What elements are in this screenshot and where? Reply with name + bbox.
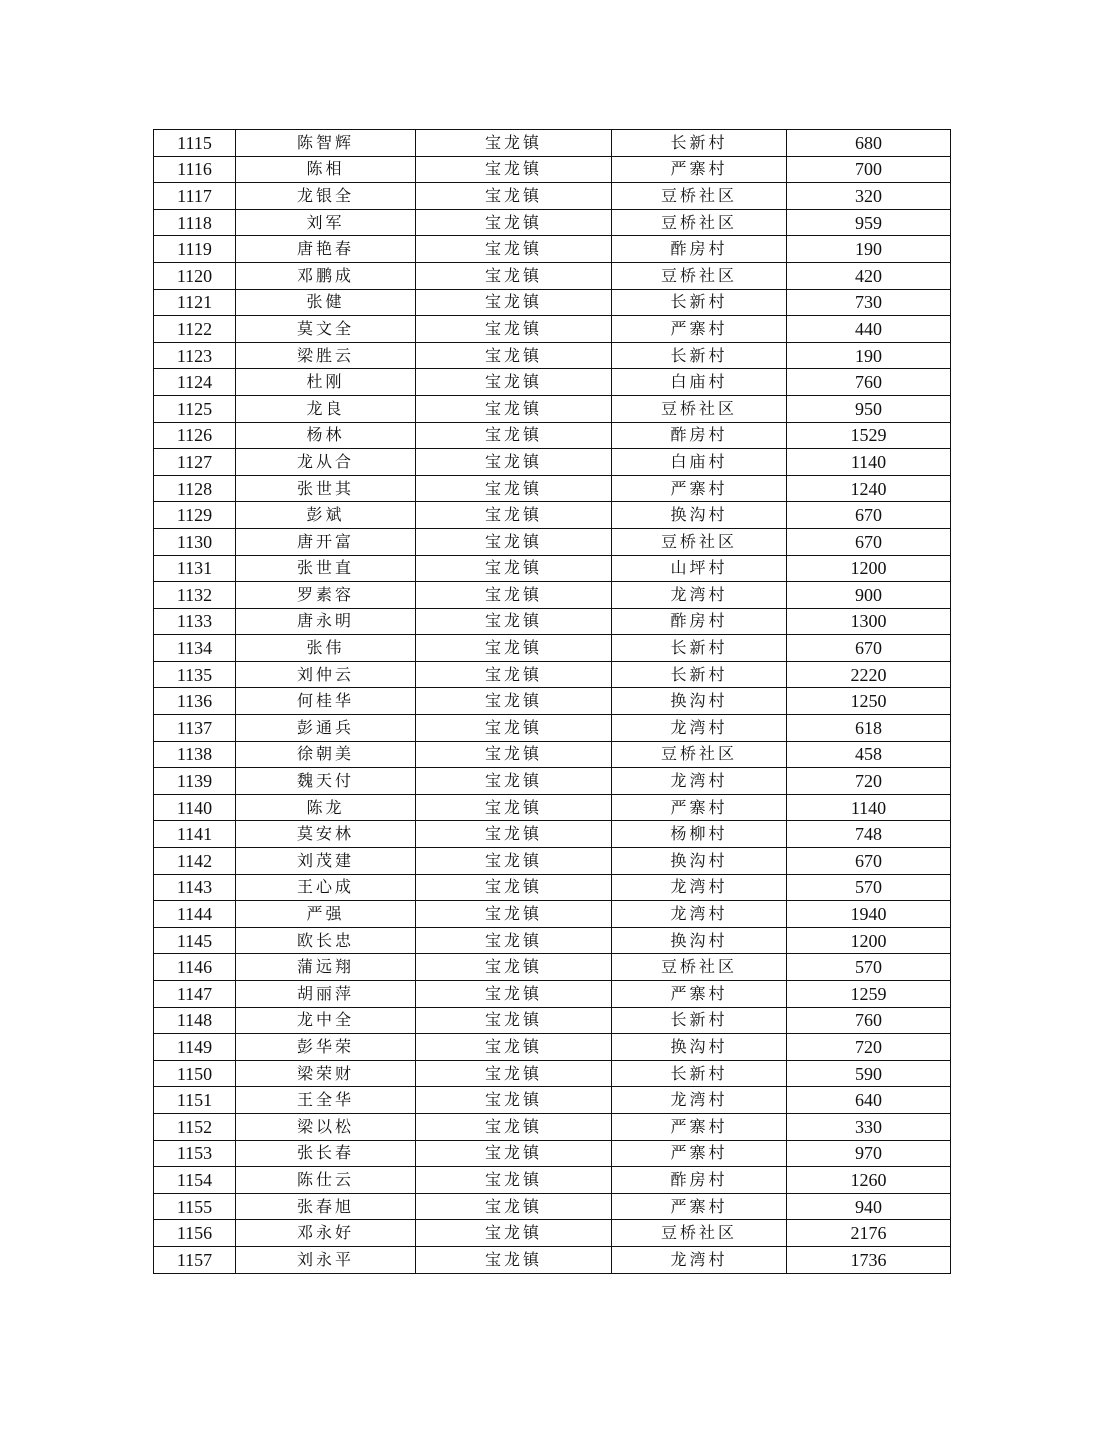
- cell-town: 宝龙镇: [416, 1140, 612, 1167]
- cell-number: 1119: [154, 236, 236, 263]
- cell-name: 梁荣财: [236, 1060, 416, 1087]
- cell-name: 陈龙: [236, 794, 416, 821]
- cell-number: 1131: [154, 555, 236, 582]
- cell-village: 豆桥社区: [612, 741, 787, 768]
- cell-town: 宝龙镇: [416, 794, 612, 821]
- table-row: [154, 262, 951, 289]
- cell-name: 莫安林: [236, 821, 416, 848]
- cell-name: 何桂华: [236, 688, 416, 715]
- cell-name: 张世其: [236, 475, 416, 502]
- cell-town: 宝龙镇: [416, 130, 612, 157]
- table-row: [154, 715, 951, 742]
- cell-number: 1121: [154, 289, 236, 316]
- table-row: [154, 661, 951, 688]
- cell-number: 1137: [154, 715, 236, 742]
- table-row: [154, 528, 951, 555]
- cell-village: 换沟村: [612, 1034, 787, 1061]
- cell-village: 白庙村: [612, 449, 787, 476]
- cell-amount: 1200: [787, 927, 951, 954]
- cell-village: 豆桥社区: [612, 1220, 787, 1247]
- cell-town: 宝龙镇: [416, 342, 612, 369]
- table-row: [154, 768, 951, 795]
- cell-amount: 570: [787, 874, 951, 901]
- cell-number: 1138: [154, 741, 236, 768]
- cell-town: 宝龙镇: [416, 209, 612, 236]
- cell-name: 杨林: [236, 422, 416, 449]
- table-row: [154, 794, 951, 821]
- table-row: [154, 688, 951, 715]
- cell-town: 宝龙镇: [416, 715, 612, 742]
- cell-number: 1115: [154, 130, 236, 157]
- cell-village: 白庙村: [612, 369, 787, 396]
- cell-town: 宝龙镇: [416, 183, 612, 210]
- cell-name: 唐永明: [236, 608, 416, 635]
- cell-amount: 570: [787, 954, 951, 981]
- cell-number: 1128: [154, 475, 236, 502]
- cell-amount: 1940: [787, 901, 951, 928]
- cell-number: 1136: [154, 688, 236, 715]
- cell-village: 长新村: [612, 635, 787, 662]
- cell-number: 1149: [154, 1034, 236, 1061]
- cell-amount: 940: [787, 1193, 951, 1220]
- cell-number: 1123: [154, 342, 236, 369]
- cell-name: 杜刚: [236, 369, 416, 396]
- cell-town: 宝龙镇: [416, 661, 612, 688]
- cell-village: 山坪村: [612, 555, 787, 582]
- cell-amount: 2220: [787, 661, 951, 688]
- cell-amount: 1736: [787, 1246, 951, 1273]
- cell-amount: 440: [787, 316, 951, 343]
- cell-town: 宝龙镇: [416, 449, 612, 476]
- cell-amount: 190: [787, 236, 951, 263]
- cell-number: 1151: [154, 1087, 236, 1114]
- cell-town: 宝龙镇: [416, 1246, 612, 1273]
- table-row: [154, 555, 951, 582]
- cell-amount: 720: [787, 768, 951, 795]
- cell-number: 1129: [154, 502, 236, 529]
- cell-number: 1125: [154, 395, 236, 422]
- cell-town: 宝龙镇: [416, 981, 612, 1008]
- cell-town: 宝龙镇: [416, 954, 612, 981]
- cell-name: 龙良: [236, 395, 416, 422]
- cell-town: 宝龙镇: [416, 582, 612, 609]
- table-row: [154, 1193, 951, 1220]
- table-row: [154, 1220, 951, 1247]
- cell-town: 宝龙镇: [416, 369, 612, 396]
- cell-village: 龙湾村: [612, 901, 787, 928]
- cell-number: 1140: [154, 794, 236, 821]
- cell-amount: 640: [787, 1087, 951, 1114]
- table-row: [154, 475, 951, 502]
- cell-name: 张伟: [236, 635, 416, 662]
- cell-village: 豆桥社区: [612, 209, 787, 236]
- cell-number: 1153: [154, 1140, 236, 1167]
- table-row: [154, 874, 951, 901]
- cell-name: 张健: [236, 289, 416, 316]
- cell-village: 龙湾村: [612, 874, 787, 901]
- table-row: [154, 422, 951, 449]
- cell-village: 豆桥社区: [612, 954, 787, 981]
- cell-number: 1135: [154, 661, 236, 688]
- cell-town: 宝龙镇: [416, 395, 612, 422]
- cell-number: 1142: [154, 848, 236, 875]
- cell-town: 宝龙镇: [416, 156, 612, 183]
- cell-name: 欧长忠: [236, 927, 416, 954]
- cell-village: 换沟村: [612, 848, 787, 875]
- cell-number: 1116: [154, 156, 236, 183]
- cell-village: 龙湾村: [612, 1246, 787, 1273]
- table-row: [154, 608, 951, 635]
- table-row: [154, 130, 951, 157]
- cell-name: 张春旭: [236, 1193, 416, 1220]
- cell-amount: 900: [787, 582, 951, 609]
- cell-number: 1148: [154, 1007, 236, 1034]
- cell-town: 宝龙镇: [416, 821, 612, 848]
- cell-village: 龙湾村: [612, 768, 787, 795]
- cell-town: 宝龙镇: [416, 422, 612, 449]
- cell-number: 1155: [154, 1193, 236, 1220]
- cell-name: 陈相: [236, 156, 416, 183]
- table-row: [154, 1034, 951, 1061]
- cell-town: 宝龙镇: [416, 901, 612, 928]
- cell-town: 宝龙镇: [416, 1167, 612, 1194]
- cell-village: 龙湾村: [612, 1087, 787, 1114]
- cell-name: 彭华荣: [236, 1034, 416, 1061]
- cell-amount: 330: [787, 1113, 951, 1140]
- cell-name: 刘仲云: [236, 661, 416, 688]
- cell-village: 长新村: [612, 661, 787, 688]
- cell-town: 宝龙镇: [416, 848, 612, 875]
- cell-number: 1122: [154, 316, 236, 343]
- cell-name: 张世直: [236, 555, 416, 582]
- cell-village: 杨柳村: [612, 821, 787, 848]
- cell-name: 唐开富: [236, 528, 416, 555]
- table-row: [154, 1060, 951, 1087]
- table-row: [154, 1140, 951, 1167]
- cell-number: 1145: [154, 927, 236, 954]
- cell-village: 酢房村: [612, 1167, 787, 1194]
- table-row: [154, 289, 951, 316]
- cell-village: 酢房村: [612, 236, 787, 263]
- table-row: [154, 1246, 951, 1273]
- cell-town: 宝龙镇: [416, 262, 612, 289]
- cell-amount: 680: [787, 130, 951, 157]
- cell-town: 宝龙镇: [416, 502, 612, 529]
- cell-number: 1124: [154, 369, 236, 396]
- cell-town: 宝龙镇: [416, 874, 612, 901]
- cell-number: 1130: [154, 528, 236, 555]
- cell-number: 1117: [154, 183, 236, 210]
- table-row: [154, 741, 951, 768]
- cell-name: 唐艳春: [236, 236, 416, 263]
- cell-village: 严寨村: [612, 1140, 787, 1167]
- cell-amount: 590: [787, 1060, 951, 1087]
- cell-name: 梁以松: [236, 1113, 416, 1140]
- cell-name: 魏天付: [236, 768, 416, 795]
- cell-number: 1127: [154, 449, 236, 476]
- cell-town: 宝龙镇: [416, 316, 612, 343]
- cell-amount: 1140: [787, 449, 951, 476]
- cell-amount: 720: [787, 1034, 951, 1061]
- cell-village: 换沟村: [612, 502, 787, 529]
- cell-amount: 1260: [787, 1167, 951, 1194]
- table-row: [154, 236, 951, 263]
- cell-number: 1120: [154, 262, 236, 289]
- cell-town: 宝龙镇: [416, 741, 612, 768]
- cell-village: 长新村: [612, 1060, 787, 1087]
- cell-amount: 959: [787, 209, 951, 236]
- cell-name: 刘茂建: [236, 848, 416, 875]
- cell-number: 1147: [154, 981, 236, 1008]
- cell-village: 换沟村: [612, 688, 787, 715]
- cell-name: 邓鹏成: [236, 262, 416, 289]
- cell-village: 严寨村: [612, 1193, 787, 1220]
- table-row: [154, 183, 951, 210]
- cell-name: 胡丽萍: [236, 981, 416, 1008]
- table-row: [154, 342, 951, 369]
- cell-number: 1133: [154, 608, 236, 635]
- cell-number: 1156: [154, 1220, 236, 1247]
- cell-town: 宝龙镇: [416, 1007, 612, 1034]
- cell-amount: 670: [787, 848, 951, 875]
- table-row: [154, 449, 951, 476]
- cell-name: 徐朝美: [236, 741, 416, 768]
- cell-name: 陈仕云: [236, 1167, 416, 1194]
- table-row: [154, 209, 951, 236]
- cell-name: 严强: [236, 901, 416, 928]
- cell-village: 龙湾村: [612, 582, 787, 609]
- cell-village: 豆桥社区: [612, 262, 787, 289]
- table-row: [154, 927, 951, 954]
- cell-amount: 970: [787, 1140, 951, 1167]
- cell-village: 酢房村: [612, 422, 787, 449]
- cell-name: 王全华: [236, 1087, 416, 1114]
- cell-number: 1134: [154, 635, 236, 662]
- cell-town: 宝龙镇: [416, 1060, 612, 1087]
- cell-number: 1146: [154, 954, 236, 981]
- cell-town: 宝龙镇: [416, 1193, 612, 1220]
- cell-town: 宝龙镇: [416, 1087, 612, 1114]
- cell-village: 长新村: [612, 342, 787, 369]
- table-row: [154, 1087, 951, 1114]
- cell-amount: 320: [787, 183, 951, 210]
- cell-town: 宝龙镇: [416, 608, 612, 635]
- cell-village: 长新村: [612, 1007, 787, 1034]
- cell-number: 1139: [154, 768, 236, 795]
- cell-town: 宝龙镇: [416, 555, 612, 582]
- cell-town: 宝龙镇: [416, 1113, 612, 1140]
- table-row: [154, 954, 951, 981]
- cell-town: 宝龙镇: [416, 768, 612, 795]
- cell-amount: 760: [787, 1007, 951, 1034]
- cell-name: 梁胜云: [236, 342, 416, 369]
- cell-village: 长新村: [612, 130, 787, 157]
- cell-village: 酢房村: [612, 608, 787, 635]
- cell-name: 刘军: [236, 209, 416, 236]
- cell-name: 龙中全: [236, 1007, 416, 1034]
- cell-town: 宝龙镇: [416, 688, 612, 715]
- cell-number: 1141: [154, 821, 236, 848]
- cell-village: 严寨村: [612, 316, 787, 343]
- cell-amount: 730: [787, 289, 951, 316]
- table-row: [154, 369, 951, 396]
- cell-amount: 670: [787, 635, 951, 662]
- cell-name: 莫文全: [236, 316, 416, 343]
- cell-number: 1143: [154, 874, 236, 901]
- cell-amount: 1240: [787, 475, 951, 502]
- cell-number: 1152: [154, 1113, 236, 1140]
- cell-number: 1150: [154, 1060, 236, 1087]
- cell-name: 彭通兵: [236, 715, 416, 742]
- cell-number: 1132: [154, 582, 236, 609]
- cell-name: 陈智辉: [236, 130, 416, 157]
- cell-village: 豆桥社区: [612, 395, 787, 422]
- cell-amount: 1259: [787, 981, 951, 1008]
- cell-amount: 2176: [787, 1220, 951, 1247]
- cell-number: 1126: [154, 422, 236, 449]
- cell-amount: 1140: [787, 794, 951, 821]
- cell-town: 宝龙镇: [416, 528, 612, 555]
- cell-amount: 1300: [787, 608, 951, 635]
- cell-name: 蒲远翔: [236, 954, 416, 981]
- cell-amount: 1250: [787, 688, 951, 715]
- cell-number: 1154: [154, 1167, 236, 1194]
- cell-town: 宝龙镇: [416, 635, 612, 662]
- table-row: [154, 821, 951, 848]
- cell-number: 1118: [154, 209, 236, 236]
- table-row: [154, 395, 951, 422]
- cell-amount: 1529: [787, 422, 951, 449]
- cell-name: 张长春: [236, 1140, 416, 1167]
- cell-town: 宝龙镇: [416, 1220, 612, 1247]
- table-row: [154, 316, 951, 343]
- cell-number: 1144: [154, 901, 236, 928]
- table-row: [154, 1167, 951, 1194]
- cell-name: 刘永平: [236, 1246, 416, 1273]
- table-row: [154, 1113, 951, 1140]
- cell-village: 长新村: [612, 289, 787, 316]
- cell-name: 王心成: [236, 874, 416, 901]
- cell-amount: 190: [787, 342, 951, 369]
- cell-amount: 618: [787, 715, 951, 742]
- cell-town: 宝龙镇: [416, 236, 612, 263]
- cell-name: 龙银全: [236, 183, 416, 210]
- table-row: [154, 901, 951, 928]
- table-body: [154, 130, 951, 1274]
- cell-amount: 458: [787, 741, 951, 768]
- cell-amount: 420: [787, 262, 951, 289]
- cell-amount: 760: [787, 369, 951, 396]
- table-row: [154, 635, 951, 662]
- table-row: [154, 156, 951, 183]
- cell-village: 严寨村: [612, 156, 787, 183]
- cell-village: 换沟村: [612, 927, 787, 954]
- cell-village: 严寨村: [612, 794, 787, 821]
- table-row: [154, 502, 951, 529]
- table-row: [154, 1007, 951, 1034]
- cell-town: 宝龙镇: [416, 927, 612, 954]
- cell-village: 豆桥社区: [612, 528, 787, 555]
- cell-amount: 748: [787, 821, 951, 848]
- cell-name: 龙从合: [236, 449, 416, 476]
- cell-town: 宝龙镇: [416, 475, 612, 502]
- cell-village: 严寨村: [612, 981, 787, 1008]
- data-table: [153, 129, 951, 1274]
- cell-village: 严寨村: [612, 475, 787, 502]
- cell-town: 宝龙镇: [416, 1034, 612, 1061]
- cell-amount: 670: [787, 528, 951, 555]
- cell-amount: 700: [787, 156, 951, 183]
- cell-number: 1157: [154, 1246, 236, 1273]
- cell-name: 罗素容: [236, 582, 416, 609]
- table-row: [154, 848, 951, 875]
- cell-village: 豆桥社区: [612, 183, 787, 210]
- cell-village: 严寨村: [612, 1113, 787, 1140]
- cell-town: 宝龙镇: [416, 289, 612, 316]
- cell-amount: 670: [787, 502, 951, 529]
- cell-village: 龙湾村: [612, 715, 787, 742]
- cell-amount: 1200: [787, 555, 951, 582]
- table-row: [154, 981, 951, 1008]
- table-row: [154, 582, 951, 609]
- cell-name: 邓永好: [236, 1220, 416, 1247]
- cell-amount: 950: [787, 395, 951, 422]
- cell-name: 彭斌: [236, 502, 416, 529]
